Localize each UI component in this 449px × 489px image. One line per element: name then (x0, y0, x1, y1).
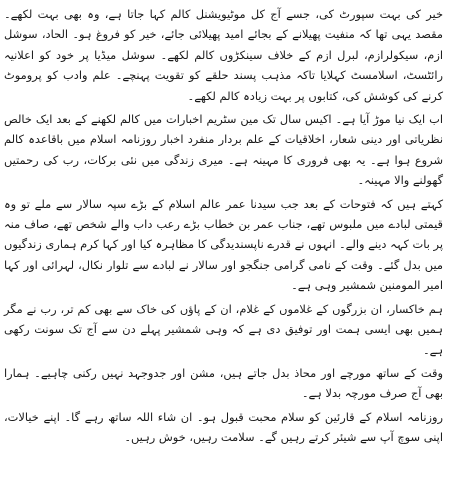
paragraph-5: وقت کے ساتھ مورچے اور محاذ بدل جاتے ہیں، مشن اور جدوجہد نہیں رکنی چاہیے۔ ہمارا بھی آج صرف مورچہ بدلا ہے۔ (4, 365, 443, 401)
paragraph-1: خیر کی بہت سپورٹ کی، جسے آج کل موٹیویشنل کالم کہا جاتا ہے، وہ بھی بہت لکھے۔ مقصد یہی تھا کہ منفیت پھیلانے کے بجائے امید پھیلائی جائے، خیر کو فروغ ہو۔ الحاد، سوشل ازم، سیکولرازم، لبرل ازم کے خلاف سینکڑوں کالم لکھے۔ سوشل میڈیا پر خود کو اعلانیہ رائٹسٹ، اسلامسٹ کہلایا تاکہ مذہب پسند حلقے کو تقویت پہنچے۔ علم وادب کو پروموٹ کرنے کی کوشش کی، کتابوں پر بہت زیادہ کالم لکھے۔ (4, 7, 443, 103)
paragraph-3: کہتے ہیں کہ فتوحات کے بعد جب سیدنا عمر عالم اسلام کے بڑے سپہ سالار سے ملے تو وہ قیمتی لبادے میں ملبوس تھے، جناب عمر بن خطاب بڑے رعب داب والے شخص تھے، صاف منہ پر بات کہہ دینے والے۔ انہوں نے قدرے ناپسندیدگی کا مظاہرہ کیا اور کہا کرم ہماری زندگیوں میں بدل گئے۔ وقت کے نامی گرامی جنگجو اور سالار نے لبادے سے تلوار نکال، لہرائی اور کہا امیر المومنین شمشیر وہی ہے۔ (4, 196, 443, 293)
paragraph-6: روزنامہ اسلام کے قارئین کو سلام محبت قبول ہو۔ ان شاء اللہ ساتھ رہے گا۔ اپنے خیالات، اپنی سوچ آپ سے شیئر کرتے رہیں گے۔ سلامت رہیں، خوش رہیں۔ (4, 409, 443, 445)
paragraph-4: ہم خاکسار، ان بزرگوں کے غلاموں کے غلام، ان کے پاؤں کی خاک سے بھی کم تر، رب نے مگر ہمیں بھی ایسی ہمت اور توفیق دی ہے کہ وہی شمشیر پہلے دن سے آج تک سونت رکھی ہے۔ (4, 301, 443, 357)
paragraph-2: اب ایک نیا موڑ آیا ہے۔ اکیس سال تک مین سٹریم اخبارات میں کالم لکھنے کے بعد ایک خالص نظریاتی اور دینی شعار، اخلاقیات کے علم بردار منفرد اخبار روزنامہ اسلام میں باقاعدہ کالم شروع ہوا ہے۔ یہ بھی فروری کا مہینہ ہے۔ میری زندگی میں نئی برکات، رب کی رحمتیں گھولنے والا مہینہ۔ (4, 112, 443, 188)
